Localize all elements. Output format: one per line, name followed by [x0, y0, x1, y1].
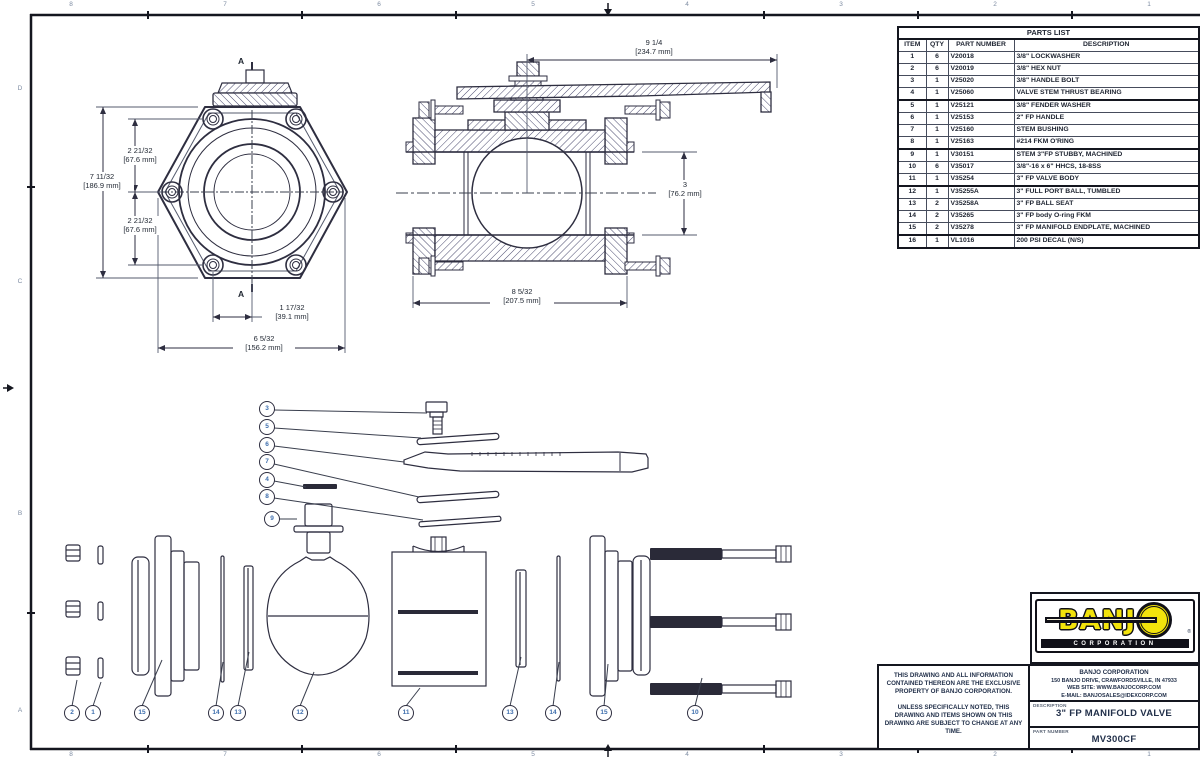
dim-body-width	[490, 287, 554, 306]
cell-desc: 3/8" FENDER WASHER	[1014, 100, 1199, 113]
balloon-item-5: 5	[259, 419, 275, 435]
dim-inches: 8 5/32	[511, 287, 533, 296]
cell-part: V25160	[948, 125, 1014, 137]
cell-desc: STEM BUSHING	[1014, 125, 1199, 137]
logo-corporation-bar: CORPORATION	[1041, 639, 1189, 648]
balloon-item-4: 4	[259, 472, 275, 488]
grid-left-c: C	[17, 278, 23, 285]
grid-bottom-7: 7	[223, 751, 227, 758]
company-email: E-MAIL: BANJOSALES@IDEXCORP.COM	[1061, 692, 1167, 699]
col-description: DESCRIPTION	[1014, 39, 1199, 52]
cell-item: 14	[898, 211, 926, 223]
balloon-item-8: 8	[259, 489, 275, 505]
cell-qty: 1	[926, 113, 948, 125]
dim-mm: [156.2 mm]	[245, 343, 283, 353]
cell-desc: 3" FP BALL SEAT	[1014, 199, 1199, 211]
company-name: BANJO CORPORATION	[1079, 669, 1149, 676]
dim-inches: 9 1/4	[645, 38, 663, 47]
grid-left-b: B	[17, 510, 23, 517]
cell-qty: 1	[926, 125, 948, 137]
front-view-linework	[158, 62, 347, 292]
logo-row	[1041, 603, 1189, 637]
cell-item: 1	[898, 52, 926, 64]
dim-inches: 1 17/32	[279, 303, 305, 312]
exploded-view-linework	[66, 402, 791, 697]
parts-row-7	[898, 125, 1199, 137]
dim-mm: [186.9 mm]	[83, 181, 121, 191]
dim-bolt-offset	[262, 303, 322, 322]
grid-bottom-1: 1	[1147, 751, 1151, 758]
dim-mm: [207.5 mm]	[503, 296, 541, 306]
section-label-a-top: A	[238, 56, 245, 66]
cell-item: 5	[898, 100, 926, 113]
cell-item: 2	[898, 64, 926, 76]
balloon-item-12: 12	[292, 705, 308, 721]
cell-qty: 2	[926, 211, 948, 223]
cell-qty: 1	[926, 149, 948, 162]
cell-desc: 3" FULL PORT BALL, TUMBLED	[1014, 186, 1199, 199]
cell-item: 15	[898, 223, 926, 236]
parts-row-10	[898, 162, 1199, 174]
cell-qty: 1	[926, 76, 948, 88]
dim-upper-bolt-spacing	[110, 146, 170, 165]
parts-row-9	[898, 149, 1199, 162]
dim-inches: 2 21/32	[127, 146, 153, 155]
grid-top-1: 1	[1147, 1, 1151, 8]
grid-left-a: A	[17, 707, 23, 714]
cell-part: V35254	[948, 174, 1014, 187]
cell-item: 10	[898, 162, 926, 174]
grid-bottom-2: 2	[993, 751, 997, 758]
balloon-item-7: 7	[259, 454, 275, 470]
parts-row-12	[898, 186, 1199, 199]
balloon-item-15: 15	[134, 705, 150, 721]
parts-list-table	[897, 26, 1200, 249]
parts-row-2	[898, 64, 1199, 76]
cell-part: V30151	[948, 149, 1014, 162]
cell-part: V35258A	[948, 199, 1014, 211]
cell-part: V20018	[948, 52, 1014, 64]
parts-row-8	[898, 137, 1199, 150]
company-website: WEB SITE: WWW.BANJOCORP.COM	[1067, 685, 1161, 692]
dim-mm: [76.2 mm]	[668, 189, 702, 199]
parts-row-11	[898, 174, 1199, 187]
cell-qty: 1	[926, 137, 948, 150]
cell-qty: 6	[926, 162, 948, 174]
section-view-linework	[396, 62, 771, 276]
cell-part: V25060	[948, 88, 1014, 101]
grid-top-8: 8	[69, 1, 73, 8]
cell-part: V25121	[948, 100, 1014, 113]
cell-part: V35255A	[948, 186, 1014, 199]
cell-desc: 3/8" LOCKWASHER	[1014, 52, 1199, 64]
banjo-logo-box	[1030, 592, 1200, 664]
balloon-leaders	[72, 410, 702, 706]
grid-top-2: 2	[993, 1, 997, 8]
dim-inches: 6 5/32	[253, 334, 275, 343]
dim-inches: 2 21/32	[127, 216, 153, 225]
cell-desc: 3/8"-16 x 6" HHCS, 18-8SS	[1014, 162, 1199, 174]
cell-qty: 1	[926, 235, 948, 248]
cell-qty: 6	[926, 64, 948, 76]
disclaimer-text-2: UNLESS SPECIFICALLY NOTED, THIS DRAWING AND ITEMS SHOWN ON THIS DRAWING ARE SUBJECT TO CHANGE AT ANY TIME.	[884, 704, 1023, 736]
part-number-value: MV300CF	[1091, 734, 1137, 745]
part-number-box	[1028, 726, 1200, 750]
cell-qty: 2	[926, 199, 948, 211]
cell-desc: 3/8" HANDLE BOLT	[1014, 76, 1199, 88]
disclaimer-text-1: THIS DRAWING AND ALL INFORMATION CONTAINED THEREON ARE THE EXCLUSIVE PROPERTY OF BANJO CORPORATION.	[886, 672, 1021, 696]
parts-row-3	[898, 76, 1199, 88]
grid-bottom-3: 3	[839, 751, 843, 758]
cell-item: 12	[898, 186, 926, 199]
cell-part: VL1016	[948, 235, 1014, 248]
parts-row-13	[898, 199, 1199, 211]
company-address: 150 BANJO DRIVE, CRAWFORDSVILLE, IN 47933	[1051, 677, 1177, 684]
description-label: DESCRIPTION	[1033, 703, 1067, 708]
cell-qty: 1	[926, 174, 948, 187]
grid-bottom-8: 8	[69, 751, 73, 758]
cell-desc: 3/8" HEX NUT	[1014, 64, 1199, 76]
dim-inches: 7 11/32	[89, 172, 115, 181]
parts-row-1	[898, 52, 1199, 64]
cell-item: 7	[898, 125, 926, 137]
dim-overall-height	[70, 172, 134, 191]
cell-part: V35265	[948, 211, 1014, 223]
cell-item: 16	[898, 235, 926, 248]
cell-part: V25153	[948, 113, 1014, 125]
dim-bore	[656, 180, 714, 199]
section-label-a-bottom: A	[238, 289, 245, 299]
grid-left-d: D	[17, 85, 23, 92]
balloon-item-10: 10	[687, 705, 703, 721]
disclaimer-box	[877, 664, 1030, 750]
cell-desc: #214 FKM O'RING	[1014, 137, 1199, 150]
balloon-item-2: 2	[64, 705, 80, 721]
cell-qty: 2	[926, 223, 948, 236]
cell-qty: 6	[926, 52, 948, 64]
cell-item: 8	[898, 137, 926, 150]
dim-handle-length	[622, 38, 686, 57]
cell-desc: 2" FP HANDLE	[1014, 113, 1199, 125]
cell-part: V35017	[948, 162, 1014, 174]
cell-desc: 200 PSI DECAL (N/S)	[1014, 235, 1199, 248]
cell-part: V25020	[948, 76, 1014, 88]
cell-item: 4	[898, 88, 926, 101]
grid-bottom-4: 4	[685, 751, 689, 758]
dim-mm: [39.1 mm]	[275, 312, 309, 322]
balloon-item-9: 9	[264, 511, 280, 527]
grid-top-5: 5	[531, 1, 535, 8]
registered-mark-icon: ®	[1187, 629, 1191, 635]
cell-item: 9	[898, 149, 926, 162]
parts-row-15	[898, 223, 1199, 236]
cell-qty: 1	[926, 100, 948, 113]
grid-bottom-6: 6	[377, 751, 381, 758]
banjo-neck-graphic	[1045, 617, 1157, 623]
cell-qty: 1	[926, 88, 948, 101]
balloon-item-15b: 15	[596, 705, 612, 721]
cell-desc: STEM 3"FP STUBBY, MACHINED	[1014, 149, 1199, 162]
grid-top-4: 4	[685, 1, 689, 8]
parts-row-6	[898, 113, 1199, 125]
cell-item: 13	[898, 199, 926, 211]
cell-part: V35278	[948, 223, 1014, 236]
company-info-box	[1028, 664, 1200, 702]
cell-part: V20019	[948, 64, 1014, 76]
balloon-item-13: 13	[230, 705, 246, 721]
col-qty: QTY	[926, 39, 948, 52]
dim-mm: [67.6 mm]	[123, 155, 157, 165]
dim-mm: [67.6 mm]	[123, 225, 157, 235]
grid-top-3: 3	[839, 1, 843, 8]
parts-list-header	[898, 39, 1199, 52]
dim-lower-bolt-spacing	[110, 216, 170, 235]
dim-inches: 3	[682, 180, 688, 189]
description-box	[1028, 700, 1200, 728]
parts-row-16	[898, 235, 1199, 248]
cell-item: 11	[898, 174, 926, 187]
part-number-label: PART NUMBER	[1033, 729, 1069, 734]
dim-bolt-span	[233, 334, 295, 353]
parts-list-title: PARTS LIST	[898, 27, 1199, 39]
grid-top-7: 7	[223, 1, 227, 8]
col-item: ITEM	[898, 39, 926, 52]
banjo-logo	[1035, 599, 1195, 653]
parts-row-5	[898, 100, 1199, 113]
balloon-item-3: 3	[259, 401, 275, 417]
cell-item: 3	[898, 76, 926, 88]
grid-bottom-5: 5	[531, 751, 535, 758]
balloon-item-14: 14	[208, 705, 224, 721]
cell-desc: 3" FP MANIFOLD ENDPLATE, MACHINED	[1014, 223, 1199, 236]
cell-part: V25163	[948, 137, 1014, 150]
parts-row-14	[898, 211, 1199, 223]
parts-row-4	[898, 88, 1199, 101]
col-part-number: PART NUMBER	[948, 39, 1014, 52]
dim-mm: [234.7 mm]	[635, 47, 673, 57]
description-value: 3" FP MANIFOLD VALVE	[1055, 708, 1173, 719]
balloon-item-11: 11	[398, 705, 414, 721]
balloon-item-13b: 13	[502, 705, 518, 721]
balloon-item-6: 6	[259, 437, 275, 453]
cell-item: 6	[898, 113, 926, 125]
cell-desc: 3" FP body O-ring FKM	[1014, 211, 1199, 223]
balloon-item-1: 1	[85, 705, 101, 721]
cell-desc: VALVE STEM THRUST BEARING	[1014, 88, 1199, 101]
cell-qty: 1	[926, 186, 948, 199]
cell-desc: 3" FP VALVE BODY	[1014, 174, 1199, 187]
grid-top-6: 6	[377, 1, 381, 8]
balloon-item-14b: 14	[545, 705, 561, 721]
